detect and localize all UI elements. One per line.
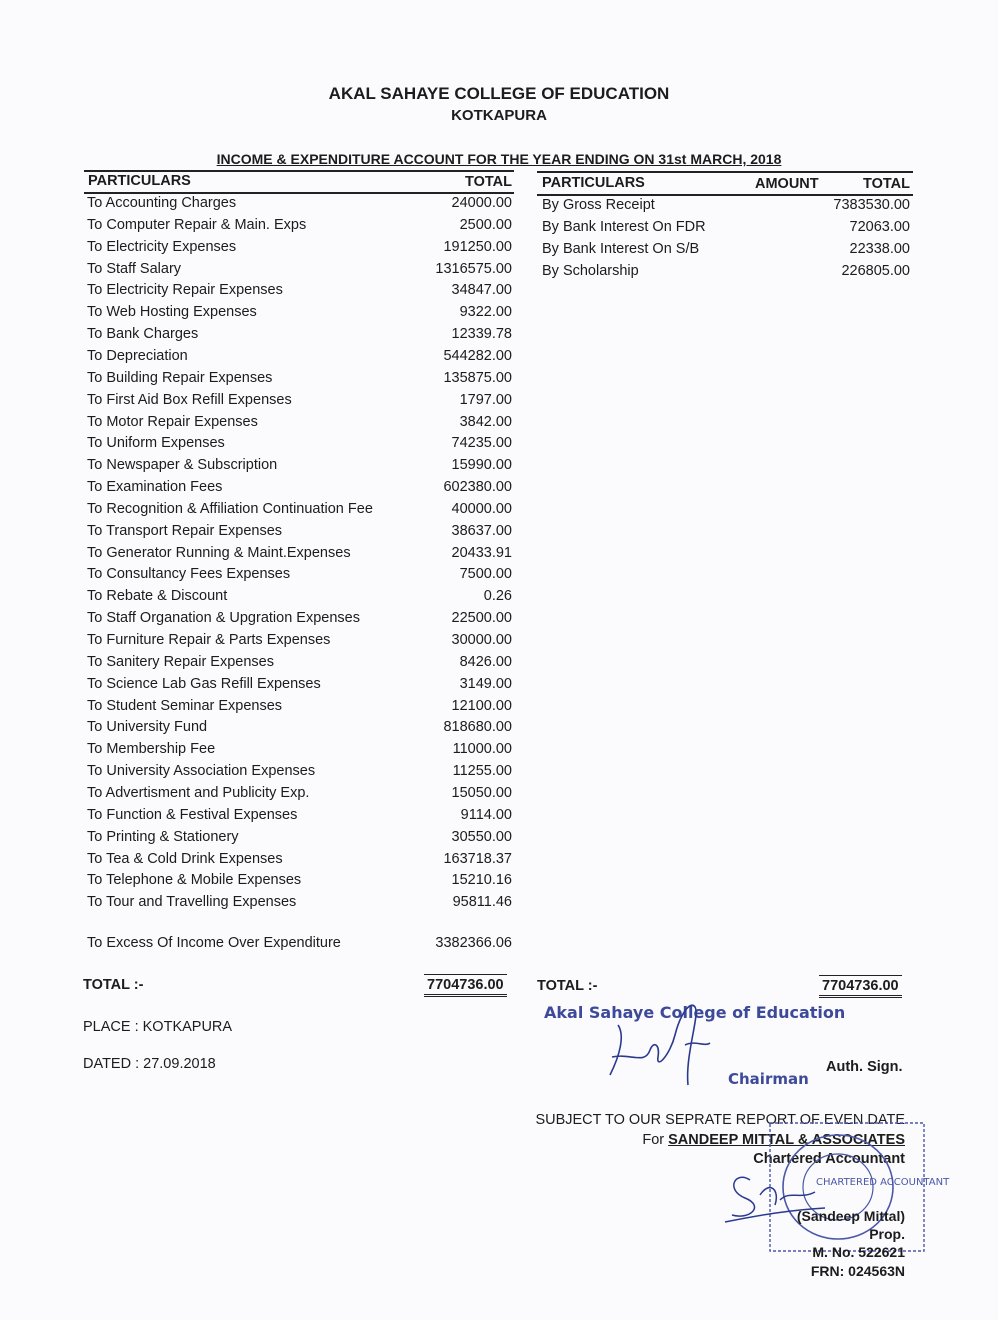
left-total-label: TOTAL :- (83, 977, 144, 993)
expenditure-row (0, 392, 984, 414)
expenditure-value: 1316575.00 (435, 260, 512, 277)
expenditure-label: To Advertisment and Publicity Exp. (87, 784, 310, 801)
expenditure-row (0, 501, 984, 523)
excess-row (0, 935, 984, 957)
expenditure-value: 12100.00 (451, 697, 512, 714)
expenditure-value: 0.26 (483, 588, 512, 605)
header-top-rule-right (537, 171, 913, 173)
expenditure-row (0, 414, 984, 436)
expenditure-label: To Function & Festival Expenses (87, 806, 298, 823)
income-row (0, 197, 984, 219)
expenditure-row (0, 523, 984, 545)
institution-name: AKAL SAHAYE COLLEGE OF EDUCATION (328, 84, 670, 103)
expenditure-value: 2500.00 (459, 216, 512, 233)
expenditure-row (0, 676, 984, 698)
statement-heading: INCOME & EXPENDITURE ACCOUNT FOR THE YEAR ENDING ON 31st MARCH, 2018 (216, 151, 782, 167)
expenditure-label: To Electricity Expenses (87, 238, 237, 255)
expenditure-label: To Tour and Travelling Expenses (87, 894, 297, 911)
expenditure-value: 11000.00 (452, 741, 512, 758)
expenditure-row (0, 632, 984, 654)
signatory-name: (Sandeep Mittal) (796, 1208, 905, 1224)
expenditure-value: 12339.78 (451, 326, 512, 343)
income-row (0, 260, 984, 285)
left-total-value: 7704736.00 (424, 974, 507, 997)
expenditure-value: 8426.00 (459, 653, 512, 670)
right-header-total: TOTAL (863, 176, 910, 192)
expenditure-row (0, 851, 984, 873)
chairman-title: Chairman (728, 1070, 809, 1088)
place: PLACE : KOTKAPURA (83, 1019, 233, 1035)
expenditure-row (0, 807, 984, 829)
firm-name: SANDEEP MITTAL & ASSOCIATES (668, 1132, 905, 1148)
expenditure-row (0, 457, 984, 479)
for-prefix: For (642, 1132, 665, 1148)
subject-line: SUBJECT TO OUR SEPRATE REPORT OF EVEN DATE (535, 1112, 905, 1128)
expenditure-label: To Building Repair Expenses (87, 369, 273, 386)
expenditure-value: 544282.00 (443, 347, 512, 364)
expenditure-value: 135875.00 (443, 369, 512, 386)
income-row (0, 216, 984, 241)
expenditure-row (0, 304, 984, 326)
right-header-particulars: PARTICULARS (542, 175, 645, 191)
expenditure-row (0, 326, 984, 348)
prop: Prop. (869, 1226, 905, 1242)
expenditure-value: 602380.00 (443, 479, 512, 496)
expenditure-label: To Furniture Repair & Parts Expenses (87, 632, 331, 648)
right-header-amount: AMOUNT (755, 176, 819, 192)
expenditure-label: To Uniform Expenses (87, 435, 225, 452)
expenditure-label: To Consultancy Fees Expenses (87, 566, 291, 583)
institution-city: KOTKAPURA (451, 107, 547, 124)
expenditure-label: To Motor Repair Expenses (87, 413, 258, 430)
expenditure-value: 40000.00 (451, 500, 512, 517)
expenditure-label: To Telephone & Mobile Expenses (87, 872, 302, 889)
expenditure-value: 9114.00 (460, 806, 512, 823)
expenditure-value: 818680.00 (443, 719, 512, 736)
expenditure-label: To Staff Salary (87, 260, 182, 277)
income-label: By Gross Receipt (542, 197, 655, 213)
expenditure-label: To Printing & Stationery (87, 828, 239, 845)
header-top-rule-left (84, 170, 514, 172)
expenditure-row (0, 654, 984, 676)
expenditure-row (0, 785, 984, 807)
expenditure-label: To Electricity Repair Expenses (87, 282, 283, 299)
expenditure-value: 24000.00 (451, 195, 512, 211)
expenditure-label: To Sanitery Repair Expenses (87, 653, 274, 670)
frn: FRN: 024563N (810, 1263, 905, 1279)
expenditure-value: 15990.00 (451, 457, 512, 474)
expenditure-label: To Depreciation (87, 347, 188, 364)
expenditure-value: 7500.00 (459, 566, 512, 583)
expenditure-label: To Bank Charges (87, 326, 199, 343)
left-header-particulars: PARTICULARS (88, 173, 191, 189)
designation: Chartered Accountant (753, 1151, 905, 1167)
expenditure-label: To Generator Running & Maint.Expenses (87, 544, 351, 561)
expenditure-label: To Computer Repair & Main. Exps (87, 216, 307, 233)
expenditure-label: To Staff Organation & Upgration Expenses (87, 610, 360, 627)
income-value: 22338.00 (849, 241, 910, 257)
expenditure-value: 15050.00 (451, 784, 512, 801)
expenditure-value: 163718.37 (443, 850, 512, 867)
expenditure-label: To Newspaper & Subscription (87, 457, 278, 474)
expenditure-row (0, 719, 984, 741)
expenditure-row (0, 763, 984, 785)
expenditure-value: 3149.00 (459, 675, 512, 692)
expenditure-label: To Recognition & Affiliation Continuation Fee (87, 500, 373, 517)
expenditure-label: To Web Hosting Expenses (87, 304, 257, 321)
expenditure-row (0, 894, 984, 916)
expenditure-value: 191250.00 (443, 238, 512, 255)
expenditure-row (0, 545, 984, 567)
expenditure-row (0, 741, 984, 763)
expenditure-value: 34847.00 (451, 282, 512, 299)
excess-label: To Excess Of Income Over Expenditure (87, 935, 341, 951)
expenditure-row (0, 698, 984, 720)
excess-value: 3382366.06 (435, 935, 512, 951)
expenditure-label: To Student Seminar Expenses (87, 697, 283, 714)
expenditure-row (0, 435, 984, 457)
expenditure-value: 20433.91 (451, 544, 512, 561)
expenditure-row (0, 829, 984, 851)
expenditure-value: 74235.00 (451, 435, 512, 452)
income-value: 7383530.00 (833, 197, 910, 213)
expenditure-value: 15210.16 (451, 872, 512, 889)
expenditure-row (0, 370, 984, 392)
income-label: By Bank Interest On S/B (542, 241, 700, 257)
membership-number: M. No. 522621 (812, 1244, 905, 1260)
expenditure-row (0, 566, 984, 588)
expenditure-row (0, 588, 984, 610)
income-value: 72063.00 (849, 219, 910, 235)
expenditure-label: To First Aid Box Refill Expenses (87, 391, 292, 408)
expenditure-label: To Science Lab Gas Refill Expenses (87, 675, 321, 692)
expenditure-label: To Transport Repair Expenses (87, 522, 283, 539)
right-total-value: 7704736.00 (819, 975, 902, 998)
income-row (0, 238, 984, 263)
left-header-total: TOTAL (465, 174, 512, 190)
expenditure-value: 38637.00 (451, 522, 512, 539)
seal-text: CHARTERED ACCOUNTANT (816, 1177, 950, 1188)
right-total-label: TOTAL :- (537, 978, 598, 994)
expenditure-value: 1797.00 (459, 391, 512, 408)
expenditure-label: To University Fund (87, 719, 208, 736)
chairman-signature (590, 995, 740, 1095)
expenditure-value: 11255.00 (452, 763, 512, 780)
expenditure-value: 22500.00 (451, 610, 512, 627)
dated: DATED : 27.09.2018 (83, 1056, 216, 1072)
expenditure-value: 30550.00 (451, 828, 512, 845)
expenditure-row (0, 282, 984, 304)
expenditure-row (0, 872, 984, 894)
expenditure-label: To Rebate & Discount (87, 588, 228, 605)
income-label: By Bank Interest On FDR (542, 219, 706, 235)
income-label: By Scholarship (542, 263, 639, 279)
expenditure-label: To Tea & Cold Drink Expenses (87, 850, 283, 867)
income-value: 226805.00 (841, 263, 910, 279)
expenditure-label: To University Association Expenses (87, 763, 316, 780)
expenditure-row (0, 610, 984, 632)
expenditure-value: 9322.00 (459, 304, 512, 321)
auth-sign: Auth. Sign. (826, 1059, 903, 1075)
expenditure-value: 3842.00 (459, 413, 512, 430)
expenditure-label: To Accounting Charges (87, 195, 237, 211)
expenditure-label: To Membership Fee (87, 741, 216, 758)
expenditure-label: To Examination Fees (87, 479, 223, 496)
expenditure-row (0, 479, 984, 501)
expenditure-value: 95811.46 (452, 894, 512, 911)
expenditure-row (0, 348, 984, 370)
college-stamp: Akal Sahaye College of Education (544, 1003, 846, 1022)
header-bottom-rule-left (84, 192, 514, 194)
expenditure-value: 30000.00 (451, 632, 512, 648)
